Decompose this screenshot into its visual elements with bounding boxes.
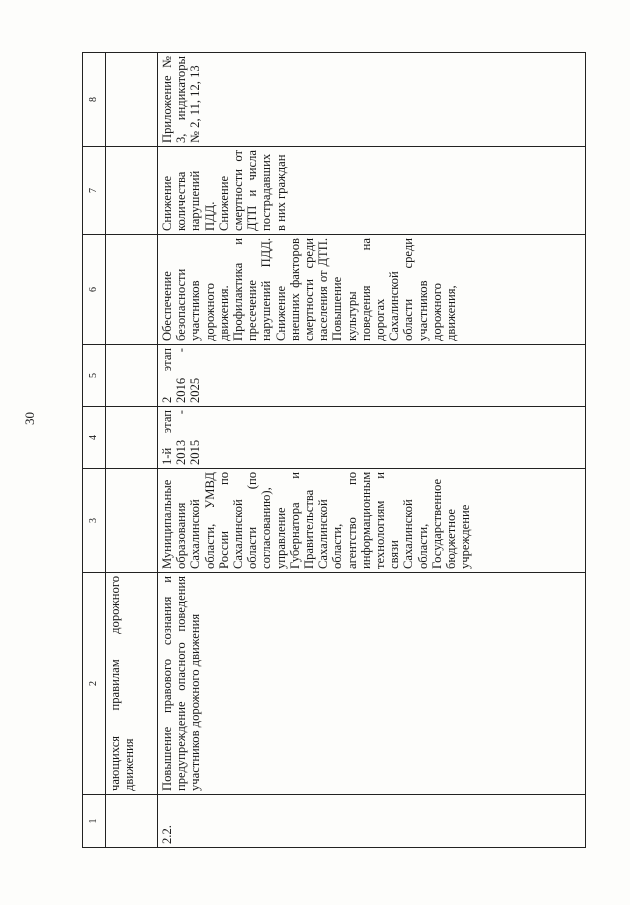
header-cell: 2 [83, 573, 106, 795]
indicators-reference: Приложение № 3, индикаторы № 2, 11, 12, 13 [158, 53, 586, 147]
table-cell [106, 53, 158, 147]
continued-row [106, 53, 158, 848]
table-cell [106, 147, 158, 235]
program-table [82, 52, 586, 848]
stage-1-period: 1-й этап 2013 - 2015 [158, 407, 586, 469]
header-cell: 4 [83, 407, 106, 469]
expected-results: Обеспечение безопасности участников дорожного движения. Профилактика и пресечение нарушений ПДД. Снижение внешних факторов смертности среди населения от ДТП. Повышение культуры поведения на дорогах Сахалинской области среди участников дорожного движения, [158, 235, 586, 345]
table-cell [106, 407, 158, 469]
header-cell: 7 [83, 147, 106, 235]
responsible-executors: Муниципальные образования Сахалинской области, УМВД России по Сахалинской области (по согласованию), управление Губернатора и Правительства Сахалинской области, агентство по информационным технологиям и связи Сахалинской области, Государственное бюджетное учреждение [158, 469, 586, 573]
table-cell [106, 469, 158, 573]
header-cell: 8 [83, 53, 106, 147]
continued-text: чающихся правилам дорожного движения [106, 573, 158, 795]
table-cell [106, 235, 158, 345]
header-cell: 3 [83, 469, 106, 573]
expected-effect: Снижение количества нарушений ПДД. Снижение смертности от ДТП и числа пострадавших в них граждан [158, 147, 586, 235]
stage-2-period: 2 этап 2016 - 2025 [158, 345, 586, 407]
header-row [83, 53, 106, 848]
table-row [158, 53, 586, 848]
header-cell: 6 [83, 235, 106, 345]
page-number: 30 [22, 412, 37, 425]
table-cell [106, 795, 158, 848]
header-cell: 5 [83, 345, 106, 407]
rotated-table-container [82, 53, 590, 848]
table-cell [106, 345, 158, 407]
measure-description: Повышение правового сознания и предупреждение опасного поведения участников дорожного движения [158, 573, 586, 795]
row-number: 2.2. [158, 795, 586, 848]
header-cell: 1 [83, 795, 106, 848]
